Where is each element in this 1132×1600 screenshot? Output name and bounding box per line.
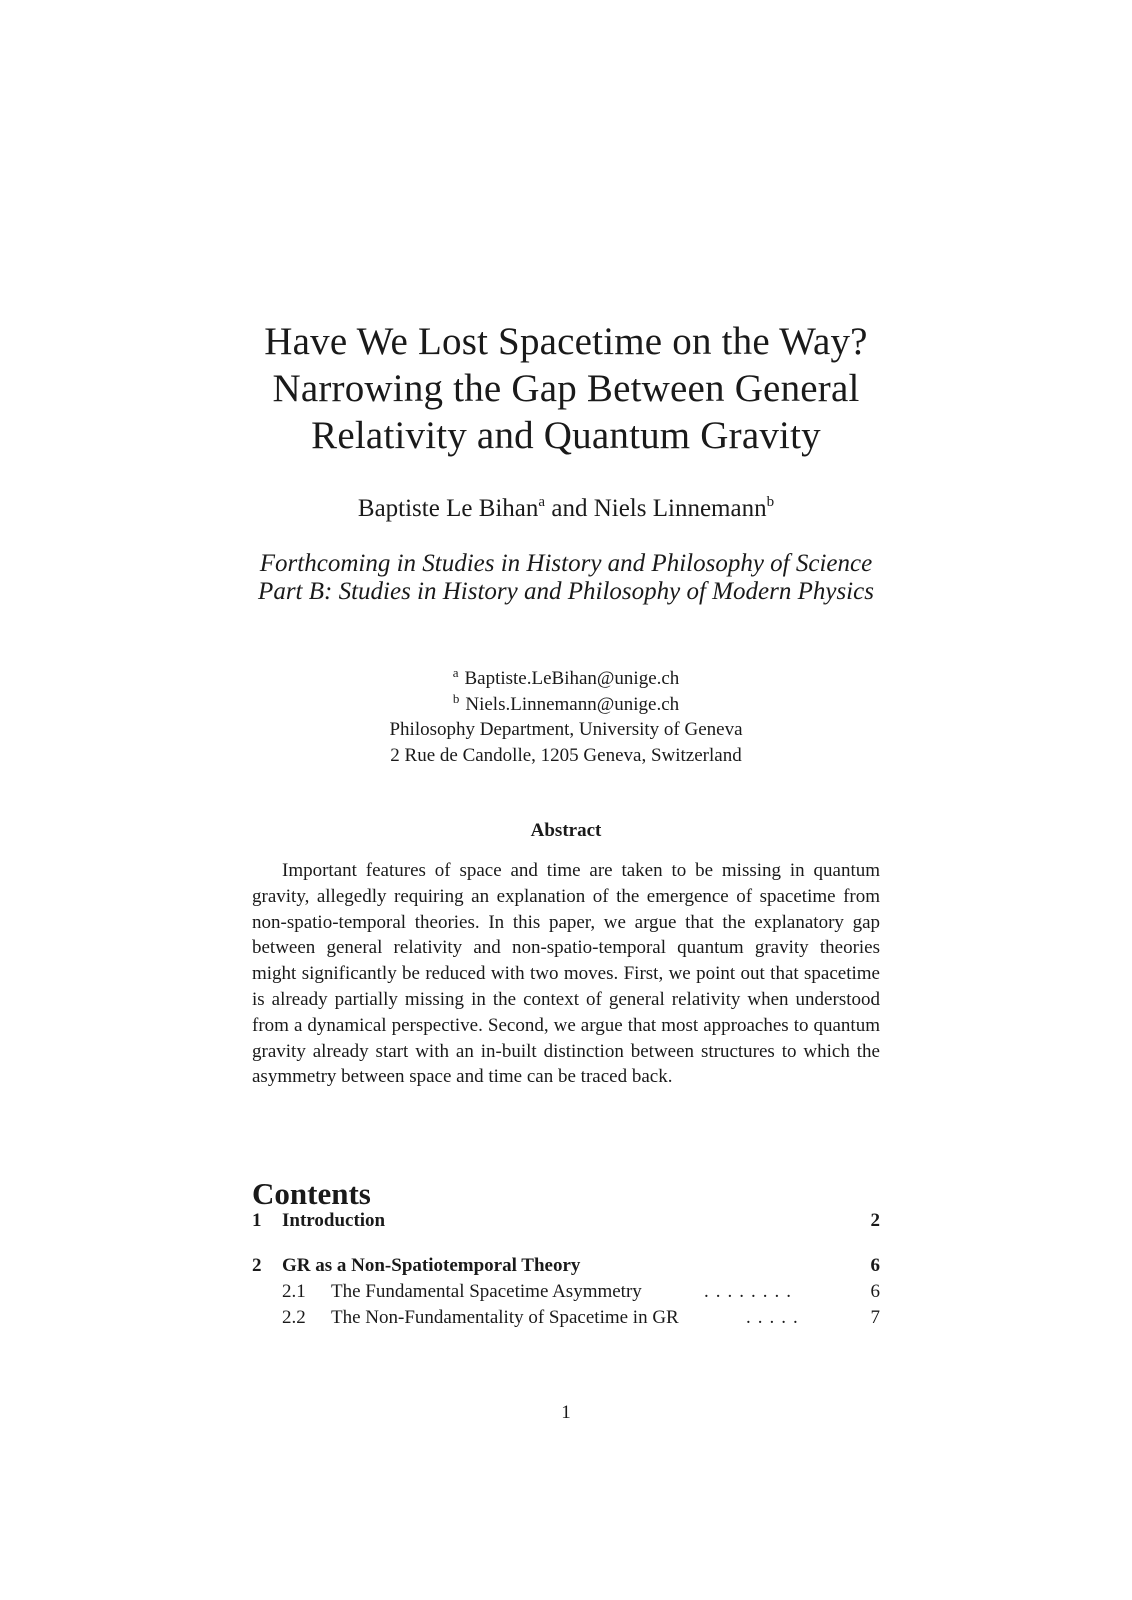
author-a-name: Baptiste Le Bihan bbox=[357, 495, 539, 522]
email-b: Niels.Linnemann@unige.ch bbox=[465, 693, 680, 715]
contents-heading: Contents bbox=[252, 1176, 371, 1211]
page-number: 1 bbox=[561, 1402, 571, 1423]
email-b-marker: b bbox=[452, 690, 460, 706]
department: Philosophy Department, University of Geneva bbox=[389, 719, 743, 740]
venue-line-2: Part B: Studies in History and Philosophy of Modern Physics bbox=[258, 578, 874, 605]
author-a-marker: a bbox=[538, 494, 546, 510]
abstract-heading: Abstract bbox=[530, 820, 602, 841]
author-connector: and bbox=[551, 495, 588, 522]
toc-entry-non-fundamentality[interactable] bbox=[252, 1305, 880, 1331]
title-line-1: Have We Lost Spacetime on the Way? bbox=[264, 320, 868, 363]
toc-number: 2 bbox=[252, 1255, 262, 1276]
toc-number: 1 bbox=[252, 1210, 262, 1231]
abstract-text: Important features of space and time are taken to be missing in quantum gravity, allegedly requiring an explanation of the emergence of spacetime from non-spatio-temporal theories. In this paper, we argue that the explanatory gap between general relativity and non-spatio-temporal quantum gravity theories might significantly be reduced with two moves. First, we point out that spacetime is already partially missing in the context of general relativity when understood from a dynamical perspective. Second, we argue that most approaches to quantum gravity already start with an in-built distinction between structures to which the asymmetry between space and time can be traced back. bbox=[252, 860, 880, 1088]
author-b-marker: b bbox=[766, 494, 775, 510]
toc-leader: ..... bbox=[746, 1307, 805, 1328]
title-line-2: Narrowing the Gap Between General bbox=[272, 367, 860, 410]
toc-number: 2.1 bbox=[282, 1281, 306, 1302]
toc-entry-fundamental-asymmetry[interactable] bbox=[252, 1279, 880, 1305]
venue-line-1: Forthcoming in Studies in History and Philosophy of Science bbox=[259, 550, 873, 577]
paper-title bbox=[0, 318, 1132, 459]
email-b-line bbox=[0, 692, 1132, 718]
toc-entry-introduction[interactable] bbox=[252, 1208, 880, 1234]
toc-label: The Non-Fundamentality of Spacetime in GR bbox=[331, 1307, 679, 1328]
toc-label: GR as a Non-Spatiotemporal Theory bbox=[282, 1255, 581, 1276]
email-a-marker: a bbox=[452, 665, 459, 680]
toc-page: 2 bbox=[870, 1210, 880, 1231]
toc-page: 6 bbox=[870, 1281, 880, 1302]
email-a-line bbox=[0, 666, 1132, 692]
publication-venue bbox=[0, 550, 1132, 606]
toc-label: Introduction bbox=[282, 1210, 386, 1231]
toc-label: The Fundamental Spacetime Asymmetry bbox=[331, 1281, 642, 1302]
author-b-name: Niels Linnemann bbox=[593, 495, 767, 522]
toc-leader: ........ bbox=[704, 1281, 798, 1302]
title-line-3: Relativity and Quantum Gravity bbox=[311, 414, 821, 457]
author-line bbox=[0, 494, 1132, 524]
address: 2 Rue de Candolle, 1205 Geneva, Switzerland bbox=[390, 744, 742, 766]
email-a: Baptiste.LeBihan@unige.ch bbox=[464, 668, 680, 689]
toc-page: 6 bbox=[870, 1255, 880, 1276]
toc-number: 2.2 bbox=[282, 1307, 306, 1328]
affiliation-block bbox=[0, 666, 1132, 768]
toc-page: 7 bbox=[870, 1307, 880, 1328]
toc-entry-gr-non-spatiotemporal[interactable] bbox=[252, 1253, 880, 1279]
